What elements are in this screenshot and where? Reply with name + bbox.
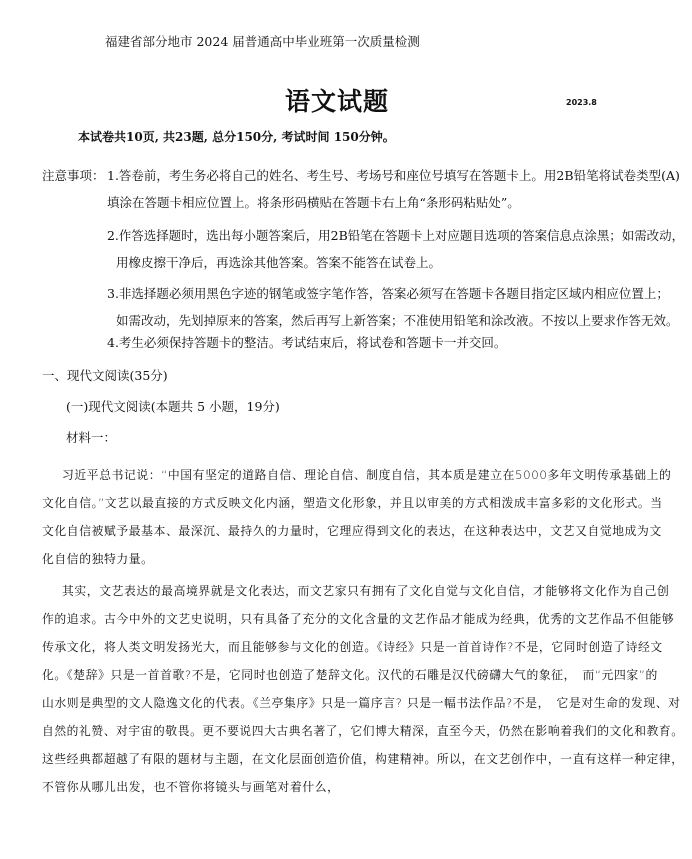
exam-date: 2023.8 — [566, 98, 597, 107]
section-subheading: (一)现代文阅读(本题共 5 小题，19分) — [66, 399, 280, 414]
exam-info: 本试卷共10页, 共23题, 总分150分, 考试时间 150分钟。 — [78, 130, 395, 144]
note-line: 2.作答选择题时，选出每小题答案后，用2B铅笔在答题卡上对应题目选项的答案信息点涂黑；如需改动， — [107, 228, 685, 243]
paragraph-line: 化自信的独特力量。 — [42, 552, 154, 566]
paragraph-line: 其实，文艺表达的最高境界就是文化表达，而文艺家只有拥有了文化自觉与文化自信，才能够将文化作为自己创 — [62, 584, 670, 598]
notes-label: 注意事项： — [42, 168, 105, 183]
note-line: 3.非选择题必须用黑色字迹的钢笔或签字笔作答，答案必须写在答题卡各题目指定区域内相应位置上； — [107, 286, 669, 301]
paragraph-line: 不管你从哪儿出发，也不管你将镜头与画笔对着什么， — [42, 780, 340, 794]
paragraph-line: 山水则是典型的文人隐逸文化的代表。《兰亭集序》只是一篇序言? 只是一幅书法作品?不是， 它是对生命的发现、对 — [42, 696, 681, 710]
paragraph-line: 习近平总书记说：“中国有坚定的道路自信、理论自信、制度自信，其本质是建立在5000多年文明传承基础上的 — [62, 468, 672, 482]
paragraph-line: 作的追求。古今中外的文艺史说明，只有具备了充分的文化含量的文艺作品才能成为经典，优秀的文艺作品不但能够 — [42, 612, 675, 626]
paragraph-line: 化。《楚辞》只是一首首歌?不是，它同时也创造了楚辞文化。汉代的石雕是汉代磅礴大气的象征， 而“元四家”的 — [42, 668, 658, 682]
paragraph-line: 这些经典都超越了有限的题材与主题，在文化层面创造价值，构建精神。所以，在文艺创作中，一直有这样一种定律， — [42, 752, 684, 766]
material-label: 材料一： — [66, 430, 117, 445]
note-line: 1.答卷前，考生务必将自己的姓名、考生号、考场号和座位号填写在答题卡上。用2B铅笔将试卷类型(A) — [107, 168, 680, 183]
paragraph-line: 传承文化，将人类文明发扬光大，而且能够参与文化的创造。《诗经》只是一首首诗作?不是，它同时创造了诗经文 — [42, 640, 663, 654]
paragraph-line: 文化自信被赋予最基本、最深沉、最持久的力量时，它理应得到文化的表达，在这种表达中，文艺又自觉地成为文 — [42, 524, 662, 538]
note-line: 4.考生必须保持答题卡的整洁。考试结束后，将试卷和答题卡一并交回。 — [107, 335, 507, 350]
subject-title: 语文试题 — [285, 87, 390, 116]
section-heading: 一、现代文阅读(35分) — [42, 368, 168, 383]
paragraph-line: 自然的礼赞、对宇宙的敬畏。更不要说四大古典名著了，它们博大精深，直至今天，仍然在影响着我们的文化和教育。 — [42, 724, 684, 738]
note-line: 用橡皮擦干净后，再选涂其他答案。答案不能答在试卷上。 — [116, 255, 442, 270]
note-line: 填涂在答题卡相应位置上。将条形码横贴在答题卡右上角“条形码粘贴处”。 — [107, 195, 520, 210]
exam-title: 福建省部分地市 2024 届普通高中毕业班第一次质量检测 — [105, 34, 420, 49]
note-line: 如需改动，先划掉原来的答案，然后再写上新答案；不准使用铅笔和涂改液。不按以上要求作答无效。 — [116, 313, 679, 328]
paragraph-line: 文化自信。”文艺以最直接的方式反映文化内涵，塑造文化形象，并且以审美的方式相泼成丰富多彩的文化形式。当 — [42, 496, 663, 510]
